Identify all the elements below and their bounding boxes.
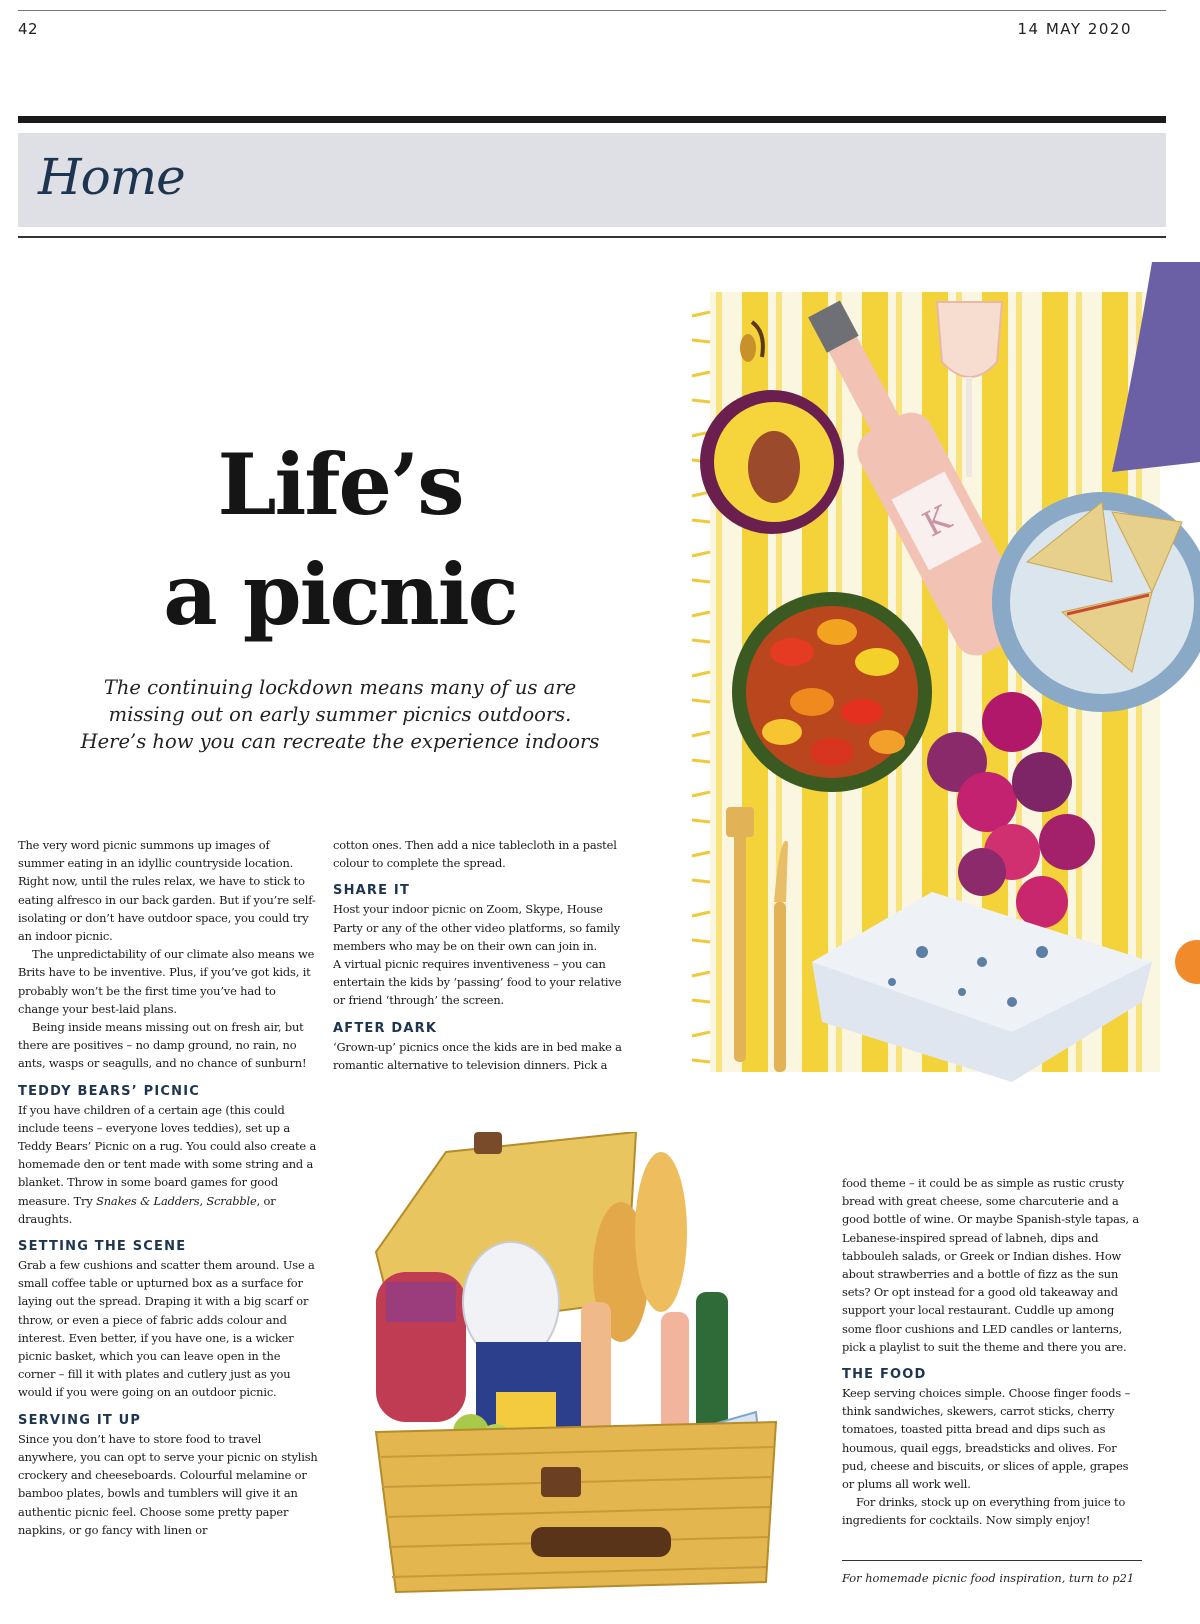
- footnote-rule: [842, 1560, 1142, 1561]
- footnote-link[interactable]: For homemade picnic food inspiration, turn to p21: [842, 1571, 1135, 1585]
- game-title: Snakes & Ladders: [96, 1193, 200, 1208]
- page-number: 42: [18, 20, 39, 38]
- continued-paragraph: food theme – it could be as simple as rustic crusty bread with great cheese, some charcuterie and a good bottle of wine. Or maybe Spanish-style tapas, a Lebanese-inspired spread of labneh, dips and tabbouleh salads, or Greek or Indian dishes. How about strawberries and a bottle of fizz as the sun sets? Or opt instead for a good old takeaway and support your local restaurant. Cuddle up among some floor cushions and LED candles or lanterns, pick a playlist to suit the theme and there you are.: [842, 1176, 1140, 1354]
- intro-paragraph: Being inside means missing out on fresh air, but there are positives – no damp ground, no rain, no ants, wasps or seagulls, and no chance of sunburn!: [18, 1020, 307, 1071]
- scene-paragraph: Grab a few cushions and scatter them around. Use a small coffee table or upturned box as a surface for laying out the spread. Draping it with a big scarf or throw, or even a piece of fabric adds colour and interest. Even better, if you have one, is a wicker picnic basket, which you can leave open in the corner – fill it with plates and cutlery just as you would if you were going on an outdoor picnic.: [18, 1258, 315, 1400]
- intro-paragraph: The very word picnic summons up images of summer eating in an idyllic countryside location. Right now, until the rules relax, we have to stick to eating alfresco in our back garden. But if you’re self-isolating or don’t have outdoor space, you could try an indoor picnic.: [18, 838, 316, 944]
- blanket-roll-icon: [376, 1272, 466, 1422]
- food-paragraph: Keep serving choices simple. Choose finger foods – think sandwiches, skewers, carrot sticks, cherry tomatoes, toasted pitta bread and dips such as houmous, quail eggs, breadsticks and olives. For pud, cheese and biscuits, or slices of apple, grapes or plums all work well.: [842, 1386, 1131, 1492]
- section-band: [18, 133, 1166, 227]
- serving-paragraph: Since you don’t have to store food to travel anywhere, you can opt to serve your picnic on stylish crockery and cheeseboards. Colourful melamine or bamboo plates, bowls and tumblers will give it an authentic picnic feel. Choose some pretty paper napkins, or go fancy with linen or: [18, 1431, 318, 1537]
- issue-date: 14 MAY 2020: [1017, 20, 1132, 38]
- standfirst-line: Here’s how you can recreate the experience indoors: [80, 730, 600, 753]
- tomato-bowl-icon: [732, 592, 932, 792]
- article-column-3: [842, 1174, 1142, 1530]
- picnic-spread-illustration: [682, 262, 1200, 1098]
- orange-icon: [1175, 940, 1200, 984]
- subhead-share-it: SHARE IT: [333, 883, 411, 899]
- teddy-paragraph: If you have children of a certain age (this could include teens – everyone loves teddies), set up a Teddy Bears’ Picnic on a rug. You could also create a homemade den or tent made with some string and a blanket. Throw in some board games for good measure. Try Snakes & Ladders, Scrabble, or draughts.: [18, 1102, 317, 1226]
- subhead-setting-scene: SETTING THE SCENE: [18, 1239, 187, 1255]
- basket-clasp-icon: [541, 1467, 581, 1497]
- article-column-2: [333, 836, 633, 1074]
- basket-handle-icon: [531, 1527, 671, 1557]
- continued-paragraph: cotton ones. Then add a nice tablecloth in a pastel colour to complete the spread.: [333, 838, 617, 871]
- picnic-basket-illustration: [336, 1132, 806, 1602]
- section-title: Home: [38, 148, 185, 206]
- standfirst-line: The continuing lockdown means many of us are: [103, 676, 577, 699]
- headline-line: Life’s: [217, 435, 463, 534]
- food-paragraph: For drinks, stock up on everything from juice to ingredients for cocktails. Now simply enjoy!: [842, 1495, 1126, 1528]
- game-title: Scrabble: [206, 1193, 257, 1208]
- cloth-fringe: [692, 312, 710, 1062]
- top-rule: [18, 10, 1166, 11]
- section-rule-thin: [18, 236, 1166, 238]
- standfirst-line: missing out on early summer picnics outdoors.: [108, 703, 572, 726]
- subhead-serving: SERVING IT UP: [18, 1412, 142, 1428]
- headline-line: a picnic: [163, 545, 517, 644]
- section-rule-thick: [18, 116, 1166, 123]
- share-paragraph: A virtual picnic requires inventiveness – you can entertain the kids by ‘passing’ food to your relative or friend ‘through’ the screen.: [333, 957, 622, 1008]
- share-paragraph: Host your indoor picnic on Zoom, Skype, House Party or any of the other video platforms, so family members who may be on their own can join in.: [333, 902, 621, 953]
- headline: [120, 430, 560, 650]
- wicker-basket-icon: [376, 1422, 776, 1592]
- subhead-teddy-bears: TEDDY BEARS’ PICNIC: [18, 1083, 200, 1099]
- afterdark-paragraph: ‘Grown-up’ picnics once the kids are in bed make a romantic alternative to television dinners. Pick a: [333, 1039, 622, 1072]
- intro-paragraph: The unpredictability of our climate also means we Brits have to be inventive. Plus, if you’ve got kids, it probably won’t be the first time you’ve had to change your best-laid plans.: [18, 947, 315, 1016]
- standfirst: [60, 674, 620, 755]
- article-column-1: [18, 836, 318, 1539]
- subhead-the-food: THE FOOD: [842, 1367, 927, 1383]
- subhead-after-dark: AFTER DARK: [333, 1020, 438, 1036]
- bottle-monogram: K: [916, 498, 958, 546]
